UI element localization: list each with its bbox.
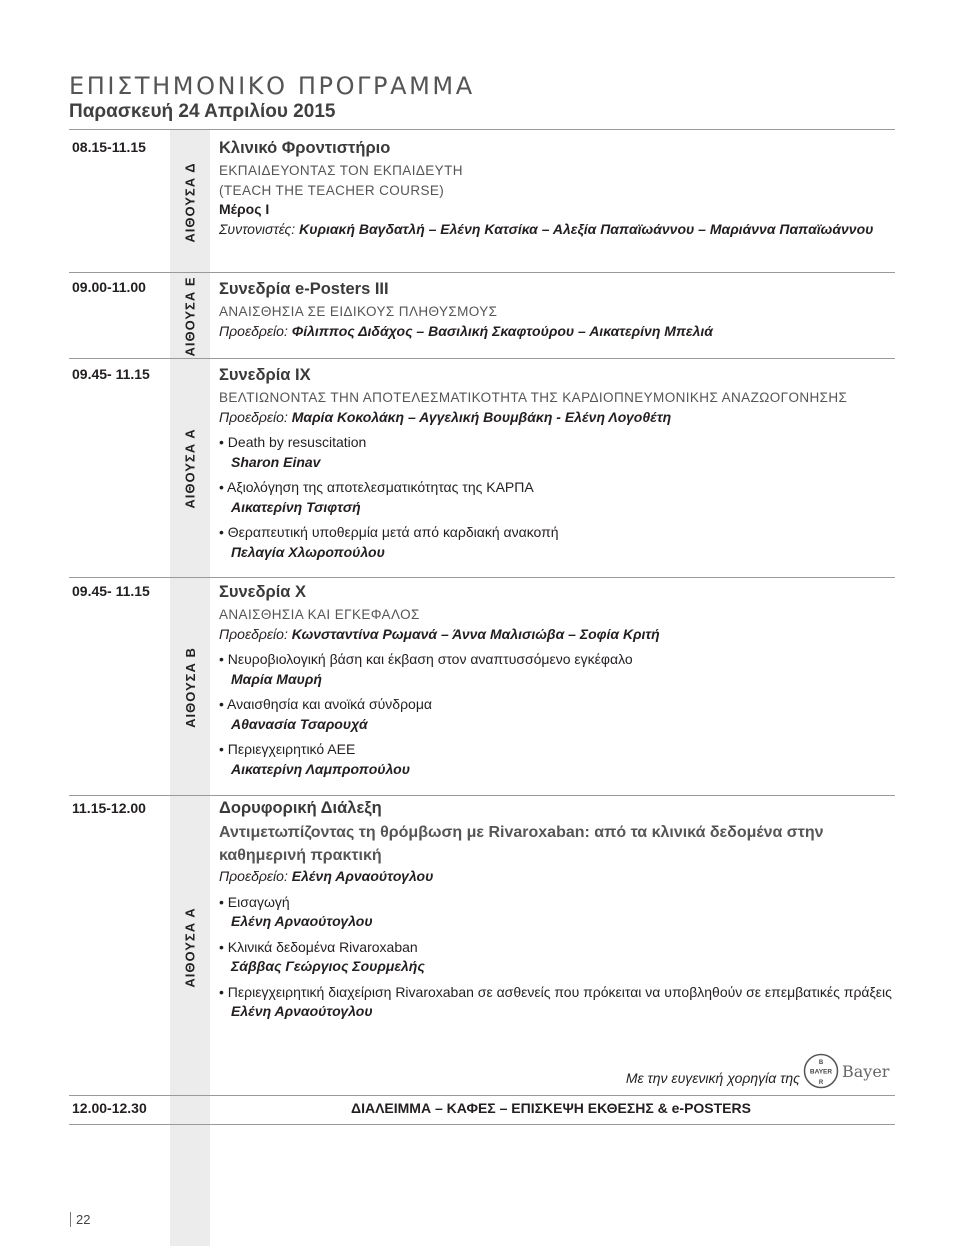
room-label: ΑΙΘΟΥΣΑ Δ — [182, 161, 198, 243]
session-title: Συνεδρία Χ — [219, 583, 307, 601]
talk-speaker: Αθανασία Τσαρουχά — [231, 715, 368, 732]
session-chairs: Προεδρείο: Κωνσταντίνα Ρωμανά – Άννα Μαλισιώβα – Σοφία Κριτή — [219, 625, 660, 642]
talk-item: • Θεραπευτική υποθερμία μετά από καρδιακή ανακοπή Πελαγία Χλωροπούλου — [219, 523, 909, 562]
page-number: 22 — [70, 1212, 90, 1227]
divider — [69, 272, 895, 273]
bayer-cross-logo-icon — [803, 1053, 839, 1089]
session-title: Συνεδρία e-Posters ΙΙΙ — [219, 280, 389, 298]
bayer-wordmark: Bayer — [842, 1062, 890, 1081]
page-title: ΕΠΙΣΤΗΜΟΝΙΚΟ ΠΡΟΓΡΑΜΜΑ — [69, 72, 475, 100]
session-time: 09.00-11.00 — [72, 279, 146, 295]
talk-speaker: Sharon Einav — [231, 453, 321, 470]
page-date: Παρασκευή 24 Απριλίου 2015 — [69, 101, 336, 122]
svg-text:R: R — [818, 1080, 824, 1086]
divider — [69, 795, 895, 796]
session-block — [219, 365, 909, 562]
talk-speaker: Ελένη Αρναούτογλου — [231, 1003, 373, 1019]
talk-speaker: Μαρία Μαυρή — [231, 670, 322, 687]
svg-text:B: B — [818, 1060, 824, 1066]
room-label: ΑΙΘΟΥΣΑ Β — [182, 647, 198, 728]
talk-speaker: Σάββας Γεώργιος Σουρμελής — [231, 958, 425, 974]
divider — [69, 1095, 895, 1096]
talk-item: • Περιεγχειρητική διαχείριση Rivaroxaban σε ασθενείς που πρόκειται να υποβληθούν σε επεμβατικές πράξεις Ελένη Αρναούτογλου — [219, 983, 909, 1022]
session-part: Μέρος Ι — [219, 201, 270, 217]
session-title: Δορυφορική Διάλεξη — [219, 799, 382, 817]
divider — [69, 129, 895, 130]
session-time: 08.15-11.15 — [72, 139, 146, 155]
session-block — [219, 582, 909, 779]
talk-item: • Εισαγωγή Ελένη Αρναούτογλου — [219, 893, 909, 932]
session-chairs: Προεδρείο: Ελένη Αρναούτογλου — [219, 868, 434, 884]
talk-speaker: Αικατερίνη Τσιφτσή — [231, 498, 361, 515]
session-chairs: Προεδρείο: Μαρία Κοκολάκη – Αγγελική Βουμβάκη - Ελένη Λογοθέτη — [219, 408, 672, 425]
session-subtitle: Αντιμετωπίζοντας τη θρόμβωση με Rivaroxaban: από τα κλινικά δεδομένα στην καθημερινή πρακτική — [219, 824, 824, 864]
talk-item: • Αξιολόγηση της αποτελεσματικότητας της ΚΑΡΠΑ Αικατερίνη Τσιφτσή — [219, 478, 909, 517]
break-time: 12.00-12.30 — [72, 1100, 147, 1116]
session-subtitle: ΑΝΑΙΣΘΗΣΙΑ ΚΑΙ ΕΓΚΕΦΑΛΟΣ — [219, 607, 420, 622]
session-time: 09.45- 11.15 — [72, 583, 150, 599]
talk-speaker: Πελαγία Χλωροπούλου — [231, 543, 385, 560]
talk-speaker: Αικατερίνη Λαμπροπούλου — [231, 760, 410, 777]
sponsor-text: Με την ευγενική χορηγία της — [625, 1070, 800, 1086]
session-subtitle: ΑΝΑΙΣΘΗΣΙΑ ΣΕ ΕΙΔΙΚΟΥΣ ΠΛΗΘΥΣΜΟΥΣ — [219, 304, 498, 319]
divider — [69, 1124, 895, 1125]
talk-item: • Death by resuscitation Sharon Einav — [219, 433, 909, 472]
session-block — [219, 798, 909, 1022]
session-subtitle: ΕΚΠΑΙΔΕΥΟΝΤΑΣ ΤΟΝ ΕΚΠΑΙΔΕΥΤΗ — [219, 163, 463, 178]
session-title: Συνεδρία ΙΧ — [219, 366, 311, 384]
room-label: ΑΙΘΟΥΣΑ Α — [182, 907, 198, 988]
room-label: ΑΙΘΟΥΣΑ Ε — [182, 275, 198, 357]
talk-item: • Κλινικά δεδομένα Rivaroxaban Σάββας Γεώργιος Σουρμελής — [219, 938, 909, 977]
session-chairs: Προεδρείο: Φίλιππος Διδάχος – Βασιλική Σκαφτούρου – Αικατερίνη Μπελιά — [219, 322, 713, 339]
talk-item: • Νευροβιολογική βάση και έκβαση στον αναπτυσσόμενο εγκέφαλο Μαρία Μαυρή — [219, 650, 909, 689]
svg-text:BAYER: BAYER — [809, 1068, 833, 1076]
session-time: 11.15-12.00 — [72, 800, 146, 816]
session-block — [219, 138, 909, 239]
room-label: ΑΙΘΟΥΣΑ Α — [182, 428, 198, 509]
talk-item: • Περιεγχειρητικό ΑΕΕ Αικατερίνη Λαμπροπούλου — [219, 740, 909, 779]
session-chairs: Συντονιστές: Κυριακή Βαγδατλή – Ελένη Κατσίκα – Αλεξία Παπαϊωάννου – Μαριάννα Παπαϊωάννου — [219, 220, 874, 237]
session-subtitle: (TEACH THE TEACHER COURSE) — [219, 182, 445, 198]
session-subtitle: ΒΕΛΤΙΩΝΟΝΤΑΣ ΤΗΝ ΑΠΟΤΕΛΕΣΜΑΤΙΚΟΤΗΤΑ ΤΗΣ ΚΑΡΔΙΟΠΝΕΥΜΟΝΙΚΗΣ ΑΝΑΖΩΟΓΟΝΗΣΗΣ — [219, 390, 848, 405]
divider — [69, 577, 895, 578]
divider — [69, 358, 895, 359]
break-text: ΔΙΑΛΕΙΜΜΑ – ΚΑΦΕΣ – ΕΠΙΣΚΕΨΗ ΕΚΘΕΣΗΣ & e-POSTERS — [351, 1100, 751, 1116]
session-block — [219, 279, 909, 341]
talk-item: • Αναισθησία και ανοϊκά σύνδρομα Αθανασία Τσαρουχά — [219, 695, 909, 734]
talk-speaker: Ελένη Αρναούτογλου — [231, 913, 373, 929]
session-time: 09.45- 11.15 — [72, 366, 150, 382]
session-title: Κλινικό Φροντιστήριο — [219, 139, 391, 157]
